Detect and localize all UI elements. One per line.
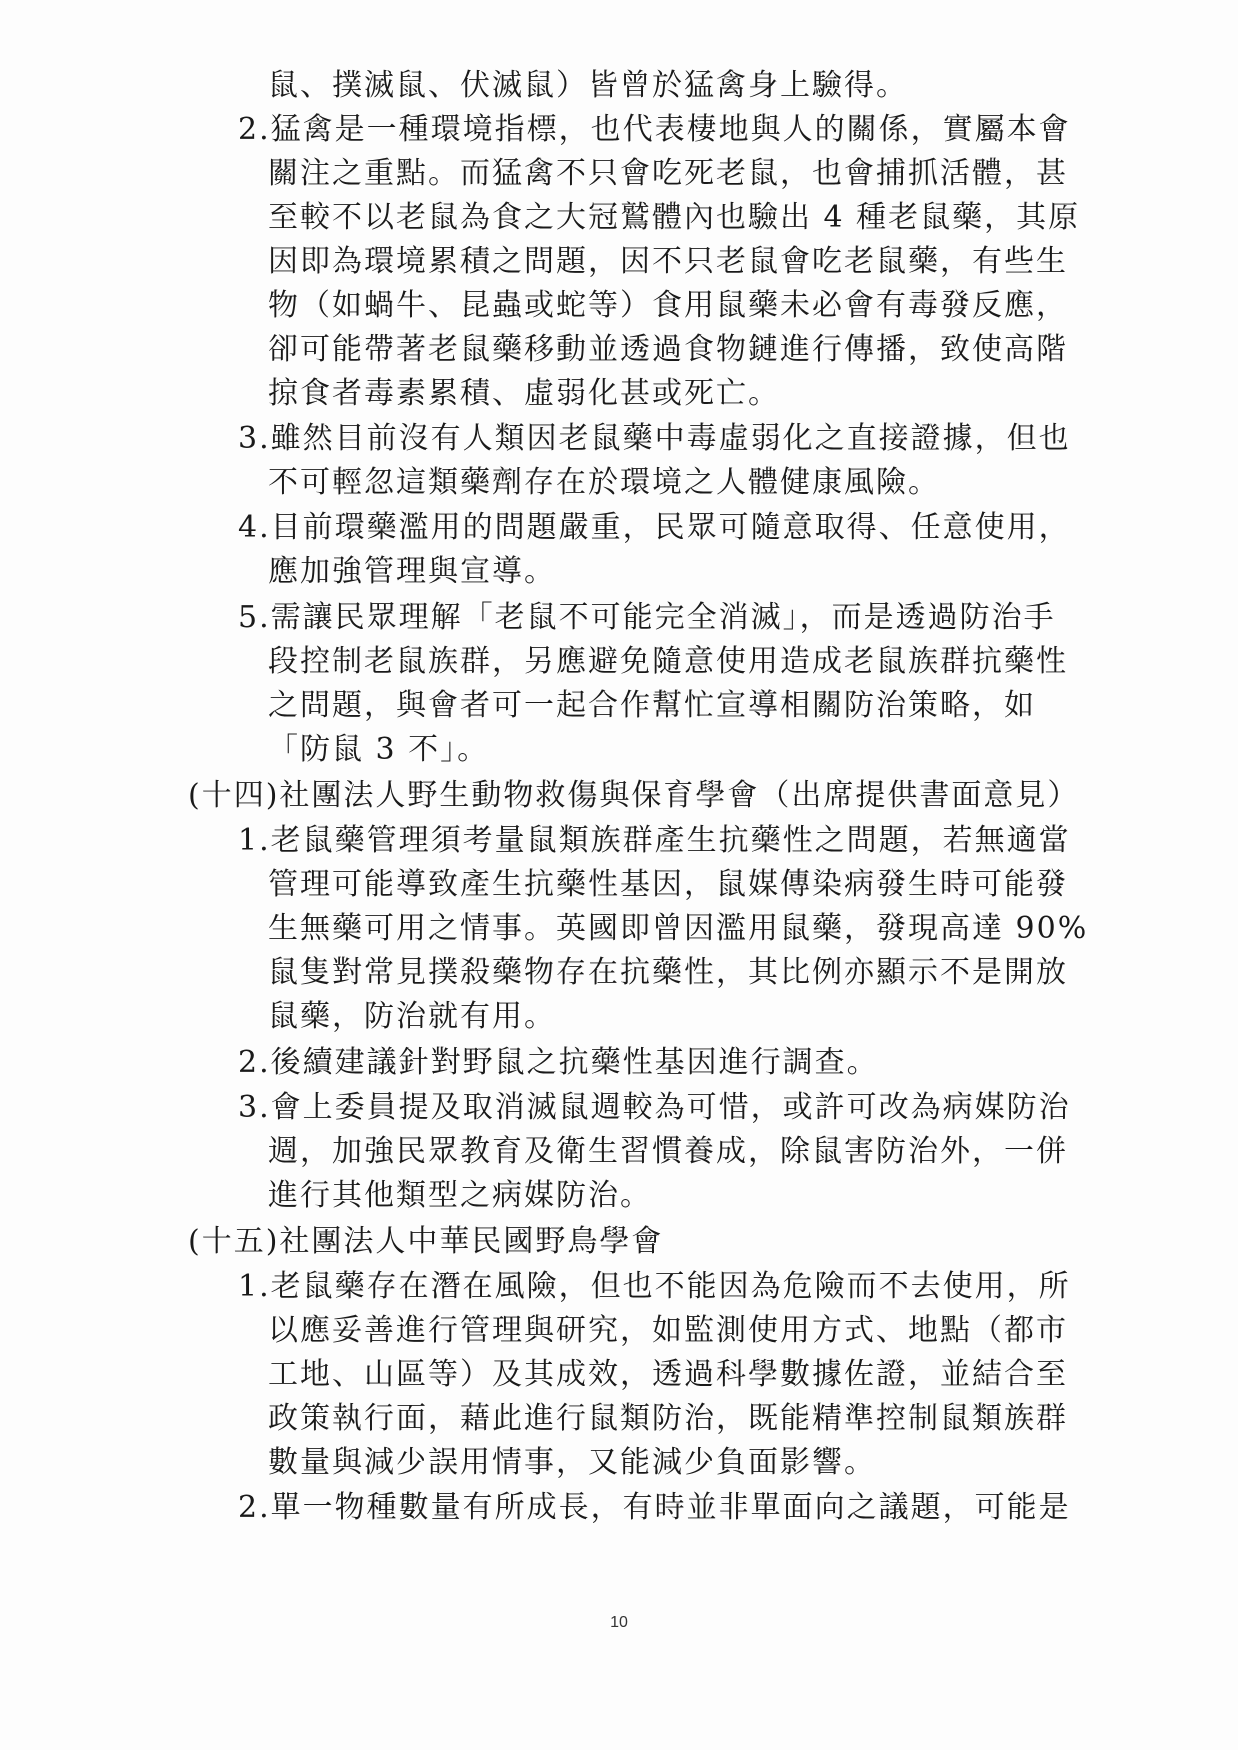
page-number: 10	[610, 1614, 628, 1631]
text-line: 3.雖然目前沒有人類因老鼠藥中毒虛弱化之直接證據，但也	[238, 421, 1071, 456]
text-line: 關注之重點。而猛禽不只會吃死老鼠，也會捕抓活體，甚	[268, 156, 1068, 191]
text-line: 管理可能導致產生抗藥性基因，鼠媒傳染病發生時可能發	[268, 867, 1068, 902]
text-line: 卻可能帶著老鼠藥移動並透過食物鏈進行傳播，致使高階	[268, 332, 1068, 367]
text-line: 週，加強民眾教育及衛生習慣養成，除鼠害防治外，一併	[268, 1134, 1068, 1169]
text-line: 3.會上委員提及取消滅鼠週較為可惜，或許可改為病媒防治	[238, 1090, 1071, 1125]
text-line: 4.目前環藥濫用的問題嚴重，民眾可隨意取得、任意使用，	[238, 510, 1071, 545]
text-line: 應加強管理與宣導。	[268, 554, 556, 589]
text-line: 以應妥善進行管理與研究，如監測使用方式、地點（都市	[268, 1313, 1068, 1348]
text-line: 2.後續建議針對野鼠之抗藥性基因進行調查。	[238, 1045, 879, 1080]
text-line: 「防鼠 3 不」。	[268, 732, 490, 767]
text-line: 段控制老鼠族群，另應避免隨意使用造成老鼠族群抗藥性	[268, 644, 1068, 679]
text-line: (十五)社團法人中華民國野鳥學會	[188, 1224, 664, 1259]
text-line: 進行其他類型之病媒防治。	[268, 1178, 652, 1213]
text-line: 1.老鼠藥存在潛在風險，但也不能因為危險而不去使用，所	[238, 1269, 1071, 1304]
text-line: 2.猛禽是一種環境指標，也代表棲地與人的關係，實屬本會	[238, 112, 1071, 147]
text-line: 之問題，與會者可一起合作幫忙宣導相關防治策略，如	[268, 688, 1036, 723]
text-line: 生無藥可用之情事。英國即曾因濫用鼠藥，發現高達 90%	[268, 911, 1089, 946]
text-line: 數量與減少誤用情事，又能減少負面影響。	[268, 1445, 876, 1480]
text-line: 物（如蝸牛、昆蟲或蛇等）食用鼠藥未必會有毒發反應，	[268, 288, 1068, 323]
text-line: 不可輕忽這類藥劑存在於環境之人體健康風險。	[268, 465, 940, 500]
text-line: 工地、山區等）及其成效，透過科學數據佐證，並結合至	[268, 1357, 1068, 1392]
text-line: 至較不以老鼠為食之大冠鷲體內也驗出 4 種老鼠藥，其原	[268, 200, 1081, 235]
text-line: 鼠隻對常見撲殺藥物存在抗藥性，其比例亦顯示不是開放	[268, 955, 1068, 990]
text-line: 掠食者毒素累積、虛弱化甚或死亡。	[268, 376, 780, 411]
text-line: (十四)社團法人野生動物救傷與保育學會（出席提供書面意見）	[188, 778, 1080, 813]
text-line: 鼠藥，防治就有用。	[268, 999, 556, 1034]
text-line: 因即為環境累積之問題，因不只老鼠會吃老鼠藥，有些生	[268, 244, 1068, 279]
text-line: 1.老鼠藥管理須考量鼠類族群產生抗藥性之問題，若無適當	[238, 823, 1071, 858]
text-line: 2.單一物種數量有所成長，有時並非單面向之議題，可能是	[238, 1490, 1071, 1525]
text-line: 鼠、撲滅鼠、伏滅鼠）皆曾於猛禽身上驗得。	[268, 68, 908, 103]
text-line: 政策執行面，藉此進行鼠類防治，既能精準控制鼠類族群	[268, 1401, 1068, 1436]
text-line: 5.需讓民眾理解「老鼠不可能完全消滅」，而是透過防治手	[238, 600, 1056, 635]
